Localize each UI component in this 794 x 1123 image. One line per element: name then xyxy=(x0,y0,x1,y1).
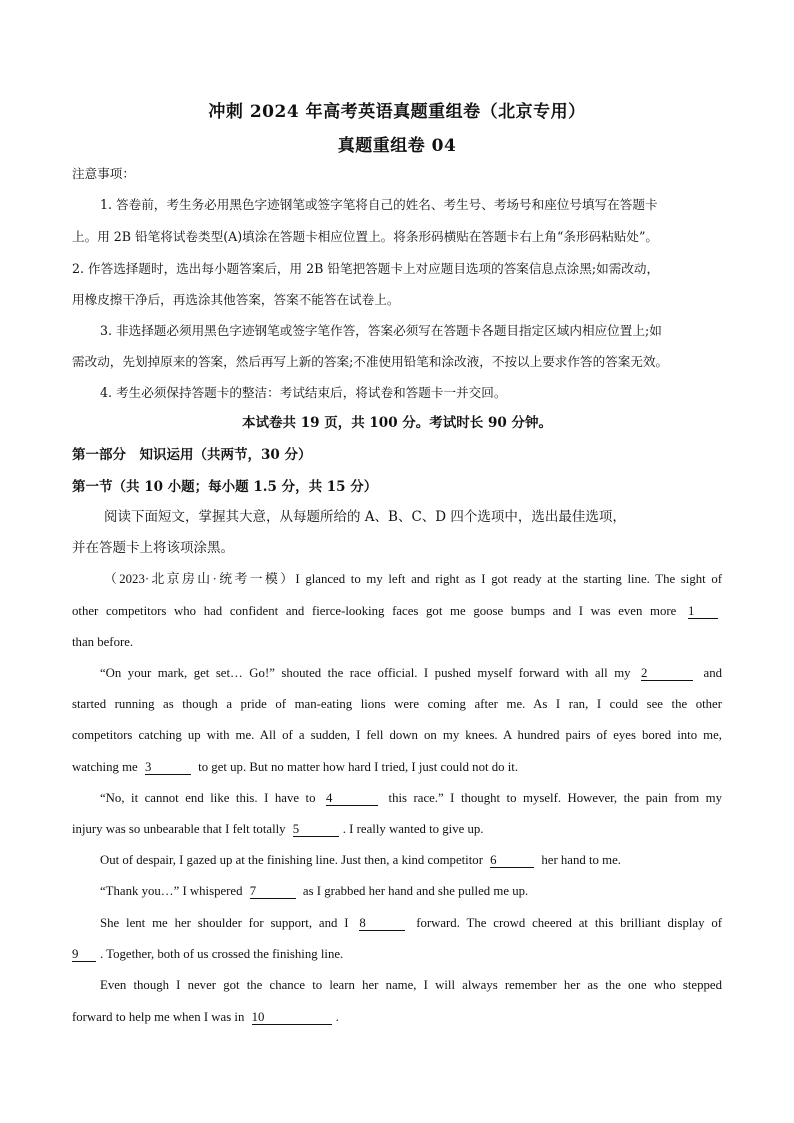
blank-9: 9 xyxy=(72,947,96,962)
passage-p6-line-1 xyxy=(100,914,722,932)
passage-p2-line-4 xyxy=(72,758,722,776)
note-3-line-2: 需改动，先划掉原来的答案，然后再写上新的答案;不准使用铅笔和涂改液，不按以上要求作答的答案无效。 xyxy=(72,354,669,369)
blank-10: 10 xyxy=(252,1010,332,1025)
passage-p5 xyxy=(100,882,722,900)
passage-text: She lent me her shoulder for support, and I xyxy=(100,916,349,930)
blank-4: 4 xyxy=(326,791,378,806)
note-2-line-1: 2. 作答选择题时，选出每小题答案后，用 2B 铅笔把答题卡上对应题目选项的答案信息点涂黑;如需改动， xyxy=(72,261,660,276)
passage-text: watching me xyxy=(72,760,138,774)
note-2-line-2: 用橡皮擦干净后，再选涂其他答案，答案不能答在试卷上。 xyxy=(72,292,400,307)
passage-p1-line-2 xyxy=(72,602,722,620)
notes-heading: 注意事项： xyxy=(72,166,135,181)
passage-p2-line-2: started running as though a pride of man-eating lions were coming after me. As I ran, I could see the other xyxy=(72,697,722,711)
section-1-title: 第一节（共 10 小题；每小题 1.5 分，共 15 分） xyxy=(72,479,378,495)
instruction-line-2: 并在答题卡上将该项涂黑。 xyxy=(72,540,234,556)
passage-p1-line-1: （2023·北京房山·统考一模）I glanced to my left and right as I got ready at the starting line. The sight of xyxy=(104,572,722,586)
passage-text: her hand to me. xyxy=(541,853,621,867)
passage-text: . Together, both of us crossed the finishing line. xyxy=(100,947,344,961)
passage-text: as I grabbed her hand and she pulled me up. xyxy=(302,884,529,898)
part-1-title: 第一部分 知识运用（共两节，30 分） xyxy=(72,447,312,463)
passage-p7-line-1: Even though I never got the chance to learn her name, I will always remember her as the one who stepped xyxy=(100,978,722,992)
passage-text: injury was so unbearable that I felt totally xyxy=(72,822,286,836)
passage-text: . xyxy=(335,1010,339,1024)
passage-p3-line-1 xyxy=(100,789,722,807)
blank-8: 8 xyxy=(359,916,405,931)
passage-text: this race.” I thought to myself. However, the pain from my xyxy=(388,791,723,805)
passage-text: “On your mark, get set… Go!” shouted the race official. I pushed myself forward with all my xyxy=(100,666,631,680)
blank-7: 7 xyxy=(250,884,296,899)
passage-text: Out of despair, I gazed up at the finishing line. Just then, a kind competitor xyxy=(100,853,483,867)
exam-title: 冲刺 2024 年高考英语真题重组卷（北京专用） xyxy=(208,102,586,122)
passage-p1-line-3: than before. xyxy=(72,635,134,649)
passage-text: “Thank you…” I whispered xyxy=(100,884,243,898)
passage-p4 xyxy=(100,851,722,869)
blank-6: 6 xyxy=(490,853,534,868)
note-3-line-1: 3. 非选择题必须用黑色字迹钢笔或签字笔作答，答案必须写在答题卡各题目指定区域内相应位置上;如 xyxy=(100,323,662,338)
passage-p6-line-2 xyxy=(72,945,722,963)
passage-p2-line-1 xyxy=(100,664,722,682)
exam-subtitle: 真题重组卷 04 xyxy=(337,136,457,156)
blank-5: 5 xyxy=(293,822,339,837)
passage-p2-line-3: competitors catching up with me. All of a sudden, I fell down on my knees. A hundred pairs of eyes bored into me, xyxy=(72,728,722,742)
passage-text: forward to help me when I was in xyxy=(72,1010,245,1024)
passage-text: “No, it cannot end like this. I have to xyxy=(100,791,316,805)
passage-p3-line-2 xyxy=(72,820,722,838)
exam-info: 本试卷共 19 页，共 100 分。考试时长 90 分钟。 xyxy=(242,415,552,431)
instruction-line-1: 阅读下面短文，掌握其大意，从每题所给的 A、B、C、D 四个选项中，选出最佳选项， xyxy=(104,509,626,525)
blank-2: 2 xyxy=(641,666,693,681)
passage-text: . I really wanted to give up. xyxy=(342,822,484,836)
passage-text: to get up. But no matter how hard I tried, I just could not do it. xyxy=(198,760,519,774)
note-1-line-2: 上。用 2B 铅笔将试卷类型(A)填涂在答题卡相应位置上。将条形码横贴在答题卡右上角“条形码粘贴处”。 xyxy=(72,229,659,244)
passage-text: other competitors who had confident and fierce-looking faces got me goose bumps and I was even more xyxy=(72,604,677,618)
note-4: 4. 考生必须保持答题卡的整洁：考试结束后，将试卷和答题卡一并交回。 xyxy=(100,385,507,400)
note-1-line-1: 1. 答卷前，考生务必用黑色字迹钢笔或签字笔将自己的姓名、考生号、考场号和座位号填写在答题卡 xyxy=(100,197,658,212)
blank-1: 1 xyxy=(688,604,718,619)
passage-text: forward. The crowd cheered at this brilliant display of xyxy=(416,916,722,930)
passage-text: and xyxy=(703,666,722,680)
blank-3: 3 xyxy=(145,760,191,775)
passage-p7-line-2 xyxy=(72,1008,722,1026)
